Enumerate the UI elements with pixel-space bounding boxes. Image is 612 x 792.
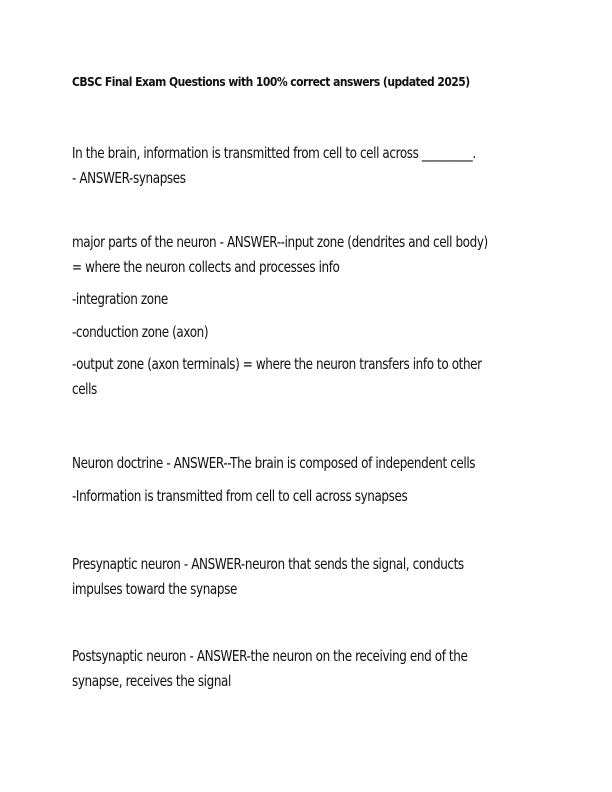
answer-line: -integration zone (72, 290, 168, 308)
question-line: Postsynaptic neuron - ANSWER-the neuron on the receiving end of the (72, 647, 468, 665)
question-line: major parts of the neuron - ANSWER--input zone (dendrites and cell body) (72, 233, 488, 251)
question-line: Neuron doctrine - ANSWER--The brain is composed of independent cells (72, 454, 476, 472)
answer-line: -output zone (axon terminals) = where the neuron transfers info to other (72, 355, 482, 373)
answer-line: synapse, receives the signal (72, 671, 231, 690)
spacer (72, 279, 501, 287)
question-line: In the brain, information is transmitted from cell to cell across _________. (72, 144, 476, 162)
spacer (72, 312, 501, 320)
answer-line: - ANSWER-synapses (72, 168, 186, 187)
qa-block-neuron-parts (72, 230, 501, 401)
qa-block-neuron-doctrine (72, 451, 501, 508)
spacer (72, 344, 501, 352)
answer-line: -conduction zone (axon) (72, 322, 209, 341)
spacer (72, 476, 501, 484)
qa-block-synapses (72, 141, 501, 190)
qa-block-presynaptic (72, 552, 501, 601)
qa-block-postsynaptic (72, 644, 501, 693)
question-line: Presynaptic neuron - ANSWER-neuron that sends the signal, conducts (72, 555, 464, 573)
answer-line: = where the neuron collects and processes info (72, 257, 340, 276)
answer-line: -Information is transmitted from cell to cell across synapses (72, 486, 408, 505)
answer-line: impulses toward the synapse (72, 579, 237, 598)
document-title: CBSC Final Exam Questions with 100% correct answers (updated 2025) (72, 74, 470, 89)
answer-line: cells (72, 379, 97, 398)
